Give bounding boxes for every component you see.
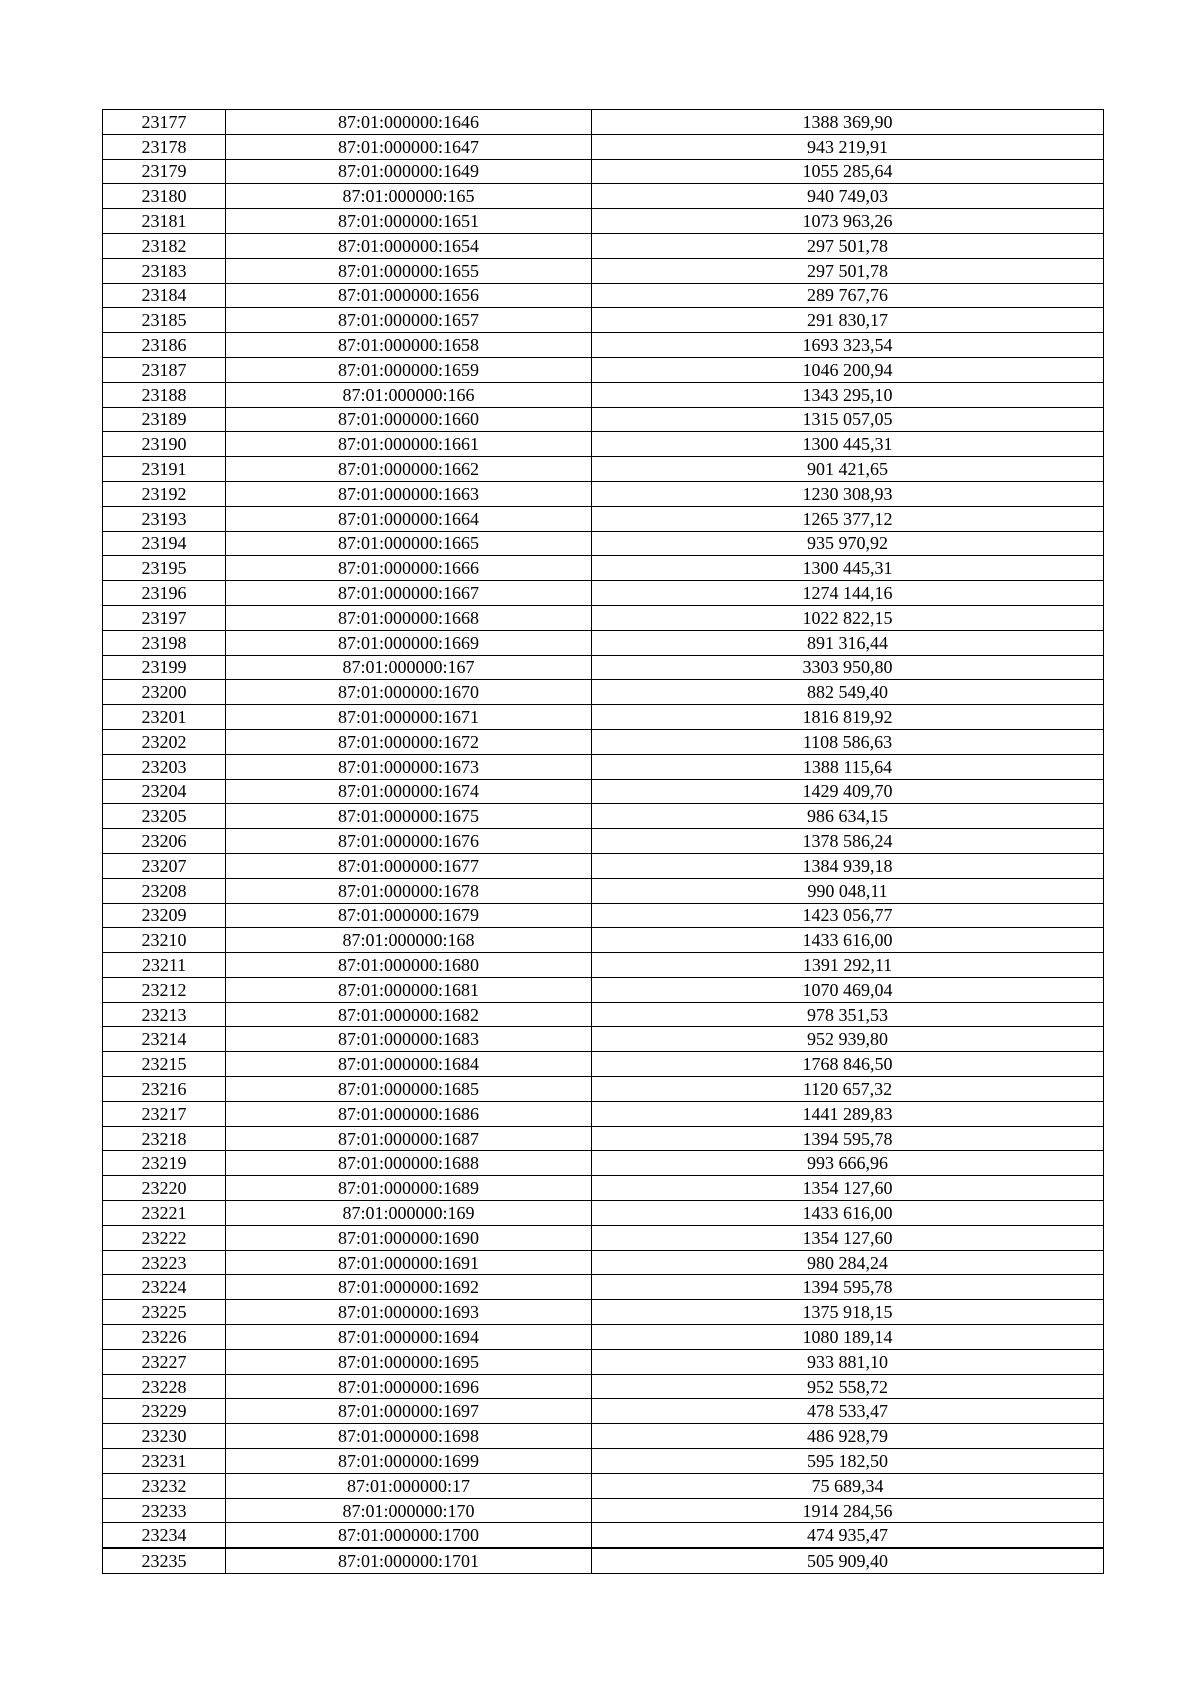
cadastral-number-cell: 87:01:000000:1671 — [226, 705, 592, 730]
table-row — [103, 382, 1104, 407]
cadastral-value-cell: 1046 200,94 — [592, 357, 1104, 382]
cadastral-number-cell: 87:01:000000:1674 — [226, 779, 592, 804]
table-row — [103, 556, 1104, 581]
cadastral-value-cell: 980 284,24 — [592, 1250, 1104, 1275]
row-number-cell: 23216 — [103, 1077, 226, 1102]
cadastral-value-cell: 1022 822,15 — [592, 605, 1104, 630]
cadastral-value-cell: 297 501,78 — [592, 258, 1104, 283]
cadastral-value-cell: 505 909,40 — [592, 1548, 1104, 1573]
cadastral-number-cell: 87:01:000000:1649 — [226, 159, 592, 184]
cadastral-value-cell: 1433 616,00 — [592, 928, 1104, 953]
row-number-cell: 23184 — [103, 283, 226, 308]
cadastral-number-cell: 87:01:000000:1662 — [226, 457, 592, 482]
cadastral-value-cell: 1768 846,50 — [592, 1052, 1104, 1077]
table-row — [103, 977, 1104, 1002]
table-row — [103, 1449, 1104, 1474]
table-row — [103, 110, 1104, 135]
cadastral-number-cell: 87:01:000000:1694 — [226, 1325, 592, 1350]
table-row — [103, 1548, 1104, 1573]
cadastral-value-cell: 291 830,17 — [592, 308, 1104, 333]
cadastral-number-cell: 87:01:000000:1693 — [226, 1300, 592, 1325]
cadastral-number-cell: 87:01:000000:1690 — [226, 1225, 592, 1250]
row-number-cell: 23204 — [103, 779, 226, 804]
table-row — [103, 878, 1104, 903]
cadastral-number-cell: 87:01:000000:1681 — [226, 977, 592, 1002]
row-number-cell: 23233 — [103, 1498, 226, 1523]
table-row — [103, 258, 1104, 283]
table-row — [103, 457, 1104, 482]
cadastral-value-cell: 1429 409,70 — [592, 779, 1104, 804]
cadastral-value-cell: 1230 308,93 — [592, 481, 1104, 506]
row-number-cell: 23218 — [103, 1126, 226, 1151]
cadastral-value-cell: 1274 144,16 — [592, 581, 1104, 606]
cadastral-number-cell: 87:01:000000:167 — [226, 655, 592, 680]
cadastral-value-cell: 978 351,53 — [592, 1002, 1104, 1027]
row-number-cell: 23177 — [103, 110, 226, 135]
row-number-cell: 23189 — [103, 407, 226, 432]
cadastral-number-cell: 87:01:000000:1676 — [226, 829, 592, 854]
row-number-cell: 23203 — [103, 754, 226, 779]
table-row — [103, 184, 1104, 209]
cadastral-number-cell: 87:01:000000:1688 — [226, 1151, 592, 1176]
cadastral-number-cell: 87:01:000000:1660 — [226, 407, 592, 432]
cadastral-value-cell: 1693 323,54 — [592, 333, 1104, 358]
cadastral-value-cell: 993 666,96 — [592, 1151, 1104, 1176]
table-row — [103, 680, 1104, 705]
cadastral-value-cell: 986 634,15 — [592, 804, 1104, 829]
table-body — [103, 110, 1104, 1574]
row-number-cell: 23178 — [103, 134, 226, 159]
table-row — [103, 1275, 1104, 1300]
row-number-cell: 23185 — [103, 308, 226, 333]
table-row — [103, 1126, 1104, 1151]
row-number-cell: 23227 — [103, 1349, 226, 1374]
cadastral-number-cell: 87:01:000000:1679 — [226, 903, 592, 928]
cadastral-number-cell: 87:01:000000:1683 — [226, 1027, 592, 1052]
table-row — [103, 903, 1104, 928]
cadastral-number-cell: 87:01:000000:1668 — [226, 605, 592, 630]
cadastral-number-cell: 87:01:000000:1697 — [226, 1399, 592, 1424]
cadastral-number-cell: 87:01:000000:1689 — [226, 1176, 592, 1201]
table-row — [103, 630, 1104, 655]
cadastral-value-cell: 289 767,76 — [592, 283, 1104, 308]
cadastral-number-cell: 87:01:000000:1698 — [226, 1424, 592, 1449]
row-number-cell: 23199 — [103, 655, 226, 680]
table-row — [103, 1201, 1104, 1226]
row-number-cell: 23221 — [103, 1201, 226, 1226]
cadastral-number-cell: 87:01:000000:165 — [226, 184, 592, 209]
cadastral-value-table — [102, 109, 1104, 1574]
cadastral-number-cell: 87:01:000000:1659 — [226, 357, 592, 382]
cadastral-value-cell: 933 881,10 — [592, 1349, 1104, 1374]
table-row — [103, 1250, 1104, 1275]
cadastral-value-cell: 75 689,34 — [592, 1473, 1104, 1498]
row-number-cell: 23219 — [103, 1151, 226, 1176]
cadastral-number-cell: 87:01:000000:1664 — [226, 506, 592, 531]
cadastral-number-cell: 87:01:000000:1672 — [226, 729, 592, 754]
table-row — [103, 779, 1104, 804]
cadastral-number-cell: 87:01:000000:1651 — [226, 209, 592, 234]
table-row — [103, 1300, 1104, 1325]
cadastral-value-cell: 1391 292,11 — [592, 953, 1104, 978]
row-number-cell: 23210 — [103, 928, 226, 953]
table-row — [103, 655, 1104, 680]
row-number-cell: 23213 — [103, 1002, 226, 1027]
cadastral-number-cell: 87:01:000000:1663 — [226, 481, 592, 506]
table-row — [103, 233, 1104, 258]
cadastral-value-cell: 943 219,91 — [592, 134, 1104, 159]
cadastral-number-cell: 87:01:000000:1666 — [226, 556, 592, 581]
row-number-cell: 23230 — [103, 1424, 226, 1449]
cadastral-number-cell: 87:01:000000:170 — [226, 1498, 592, 1523]
cadastral-value-cell: 1070 469,04 — [592, 977, 1104, 1002]
row-number-cell: 23193 — [103, 506, 226, 531]
table-row — [103, 1101, 1104, 1126]
cadastral-value-cell: 297 501,78 — [592, 233, 1104, 258]
cadastral-value-cell: 1300 445,31 — [592, 432, 1104, 457]
cadastral-number-cell: 87:01:000000:1647 — [226, 134, 592, 159]
cadastral-value-cell: 1441 289,83 — [592, 1101, 1104, 1126]
cadastral-number-cell: 87:01:000000:1673 — [226, 754, 592, 779]
table-row — [103, 829, 1104, 854]
row-number-cell: 23207 — [103, 853, 226, 878]
table-row — [103, 1077, 1104, 1102]
table-row — [103, 853, 1104, 878]
table-row — [103, 1523, 1104, 1548]
cadastral-value-cell: 1055 285,64 — [592, 159, 1104, 184]
cadastral-number-cell: 87:01:000000:1667 — [226, 581, 592, 606]
cadastral-value-cell: 990 048,11 — [592, 878, 1104, 903]
cadastral-number-cell: 87:01:000000:1680 — [226, 953, 592, 978]
row-number-cell: 23187 — [103, 357, 226, 382]
cadastral-value-cell: 1120 657,32 — [592, 1077, 1104, 1102]
cadastral-value-cell: 1816 819,92 — [592, 705, 1104, 730]
cadastral-number-cell: 87:01:000000:1696 — [226, 1374, 592, 1399]
row-number-cell: 23217 — [103, 1101, 226, 1126]
cadastral-value-cell: 1375 918,15 — [592, 1300, 1104, 1325]
table-row — [103, 953, 1104, 978]
table-row — [103, 407, 1104, 432]
cadastral-value-cell: 1394 595,78 — [592, 1126, 1104, 1151]
cadastral-number-cell: 87:01:000000:166 — [226, 382, 592, 407]
row-number-cell: 23179 — [103, 159, 226, 184]
table-row — [103, 283, 1104, 308]
cadastral-value-cell: 901 421,65 — [592, 457, 1104, 482]
table-row — [103, 1473, 1104, 1498]
row-number-cell: 23209 — [103, 903, 226, 928]
table-row — [103, 1349, 1104, 1374]
table-row — [103, 705, 1104, 730]
row-number-cell: 23192 — [103, 481, 226, 506]
cadastral-value-cell: 3303 950,80 — [592, 655, 1104, 680]
cadastral-number-cell: 87:01:000000:1692 — [226, 1275, 592, 1300]
cadastral-value-cell: 891 316,44 — [592, 630, 1104, 655]
cadastral-value-cell: 1388 369,90 — [592, 110, 1104, 135]
row-number-cell: 23231 — [103, 1449, 226, 1474]
cadastral-value-cell: 940 749,03 — [592, 184, 1104, 209]
cadastral-value-cell: 1388 115,64 — [592, 754, 1104, 779]
cadastral-value-cell: 1108 586,63 — [592, 729, 1104, 754]
cadastral-number-cell: 87:01:000000:1699 — [226, 1449, 592, 1474]
table-row — [103, 1498, 1104, 1523]
cadastral-number-cell: 87:01:000000:1695 — [226, 1349, 592, 1374]
row-number-cell: 23201 — [103, 705, 226, 730]
row-number-cell: 23208 — [103, 878, 226, 903]
cadastral-number-cell: 87:01:000000:1677 — [226, 853, 592, 878]
cadastral-number-cell: 87:01:000000:168 — [226, 928, 592, 953]
table-row — [103, 1027, 1104, 1052]
table-row — [103, 134, 1104, 159]
table-row — [103, 1225, 1104, 1250]
cadastral-number-cell: 87:01:000000:1657 — [226, 308, 592, 333]
cadastral-value-cell: 1394 595,78 — [592, 1275, 1104, 1300]
table-row — [103, 357, 1104, 382]
cadastral-value-cell: 474 935,47 — [592, 1523, 1104, 1548]
table-row — [103, 209, 1104, 234]
cadastral-number-cell: 87:01:000000:1658 — [226, 333, 592, 358]
cadastral-value-cell: 882 549,40 — [592, 680, 1104, 705]
cadastral-number-cell: 87:01:000000:17 — [226, 1473, 592, 1498]
table-row — [103, 506, 1104, 531]
row-number-cell: 23224 — [103, 1275, 226, 1300]
row-number-cell: 23183 — [103, 258, 226, 283]
cadastral-number-cell: 87:01:000000:1700 — [226, 1523, 592, 1548]
row-number-cell: 23223 — [103, 1250, 226, 1275]
cadastral-value-cell: 1315 057,05 — [592, 407, 1104, 432]
cadastral-number-cell: 87:01:000000:1685 — [226, 1077, 592, 1102]
cadastral-value-cell: 1423 056,77 — [592, 903, 1104, 928]
row-number-cell: 23220 — [103, 1176, 226, 1201]
row-number-cell: 23186 — [103, 333, 226, 358]
cadastral-value-cell: 1384 939,18 — [592, 853, 1104, 878]
row-number-cell: 23232 — [103, 1473, 226, 1498]
table-row — [103, 928, 1104, 953]
table-row — [103, 531, 1104, 556]
cadastral-value-cell: 595 182,50 — [592, 1449, 1104, 1474]
row-number-cell: 23205 — [103, 804, 226, 829]
cadastral-value-cell: 478 533,47 — [592, 1399, 1104, 1424]
cadastral-number-cell: 87:01:000000:1687 — [226, 1126, 592, 1151]
cadastral-number-cell: 87:01:000000:1665 — [226, 531, 592, 556]
row-number-cell: 23215 — [103, 1052, 226, 1077]
row-number-cell: 23198 — [103, 630, 226, 655]
row-number-cell: 23202 — [103, 729, 226, 754]
table-row — [103, 1374, 1104, 1399]
row-number-cell: 23214 — [103, 1027, 226, 1052]
row-number-cell: 23196 — [103, 581, 226, 606]
table-row — [103, 1176, 1104, 1201]
cadastral-value-cell: 952 939,80 — [592, 1027, 1104, 1052]
cadastral-value-cell: 1354 127,60 — [592, 1225, 1104, 1250]
cadastral-value-cell: 1073 963,26 — [592, 209, 1104, 234]
cadastral-number-cell: 87:01:000000:1678 — [226, 878, 592, 903]
table-row — [103, 1325, 1104, 1350]
row-number-cell: 23190 — [103, 432, 226, 457]
cadastral-value-cell: 486 928,79 — [592, 1424, 1104, 1449]
row-number-cell: 23197 — [103, 605, 226, 630]
cadastral-value-cell: 1914 284,56 — [592, 1498, 1104, 1523]
row-number-cell: 23222 — [103, 1225, 226, 1250]
table-row — [103, 581, 1104, 606]
row-number-cell: 23211 — [103, 953, 226, 978]
cadastral-value-cell: 1080 189,14 — [592, 1325, 1104, 1350]
table-row — [103, 1052, 1104, 1077]
cadastral-number-cell: 87:01:000000:169 — [226, 1201, 592, 1226]
cadastral-number-cell: 87:01:000000:1684 — [226, 1052, 592, 1077]
cadastral-number-cell: 87:01:000000:1701 — [226, 1548, 592, 1573]
row-number-cell: 23206 — [103, 829, 226, 854]
table-row — [103, 1424, 1104, 1449]
row-number-cell: 23194 — [103, 531, 226, 556]
table-row — [103, 1151, 1104, 1176]
cadastral-number-cell: 87:01:000000:1654 — [226, 233, 592, 258]
cadastral-number-cell: 87:01:000000:1686 — [226, 1101, 592, 1126]
cadastral-number-cell: 87:01:000000:1656 — [226, 283, 592, 308]
cadastral-number-cell: 87:01:000000:1646 — [226, 110, 592, 135]
cadastral-number-cell: 87:01:000000:1691 — [226, 1250, 592, 1275]
row-number-cell: 23229 — [103, 1399, 226, 1424]
row-number-cell: 23191 — [103, 457, 226, 482]
table-row — [103, 605, 1104, 630]
cadastral-value-cell: 935 970,92 — [592, 531, 1104, 556]
row-number-cell: 23195 — [103, 556, 226, 581]
row-number-cell: 23226 — [103, 1325, 226, 1350]
table-row — [103, 1002, 1104, 1027]
row-number-cell: 23188 — [103, 382, 226, 407]
row-number-cell: 23235 — [103, 1548, 226, 1573]
table-row — [103, 729, 1104, 754]
row-number-cell: 23212 — [103, 977, 226, 1002]
row-number-cell: 23234 — [103, 1523, 226, 1548]
cadastral-value-cell: 1300 445,31 — [592, 556, 1104, 581]
cadastral-value-cell: 1265 377,12 — [592, 506, 1104, 531]
cadastral-number-cell: 87:01:000000:1670 — [226, 680, 592, 705]
table-row — [103, 333, 1104, 358]
cadastral-value-cell: 1433 616,00 — [592, 1201, 1104, 1226]
row-number-cell: 23182 — [103, 233, 226, 258]
cadastral-value-cell: 952 558,72 — [592, 1374, 1104, 1399]
row-number-cell: 23200 — [103, 680, 226, 705]
table-row — [103, 159, 1104, 184]
cadastral-number-cell: 87:01:000000:1655 — [226, 258, 592, 283]
cadastral-value-cell: 1378 586,24 — [592, 829, 1104, 854]
table-row — [103, 432, 1104, 457]
row-number-cell: 23225 — [103, 1300, 226, 1325]
row-number-cell: 23180 — [103, 184, 226, 209]
table-row — [103, 754, 1104, 779]
cadastral-number-cell: 87:01:000000:1682 — [226, 1002, 592, 1027]
cadastral-value-cell: 1354 127,60 — [592, 1176, 1104, 1201]
row-number-cell: 23228 — [103, 1374, 226, 1399]
row-number-cell: 23181 — [103, 209, 226, 234]
cadastral-number-cell: 87:01:000000:1669 — [226, 630, 592, 655]
cadastral-number-cell: 87:01:000000:1661 — [226, 432, 592, 457]
table-row — [103, 1399, 1104, 1424]
cadastral-value-cell: 1343 295,10 — [592, 382, 1104, 407]
table-row — [103, 481, 1104, 506]
cadastral-number-cell: 87:01:000000:1675 — [226, 804, 592, 829]
table-row — [103, 308, 1104, 333]
table-row — [103, 804, 1104, 829]
